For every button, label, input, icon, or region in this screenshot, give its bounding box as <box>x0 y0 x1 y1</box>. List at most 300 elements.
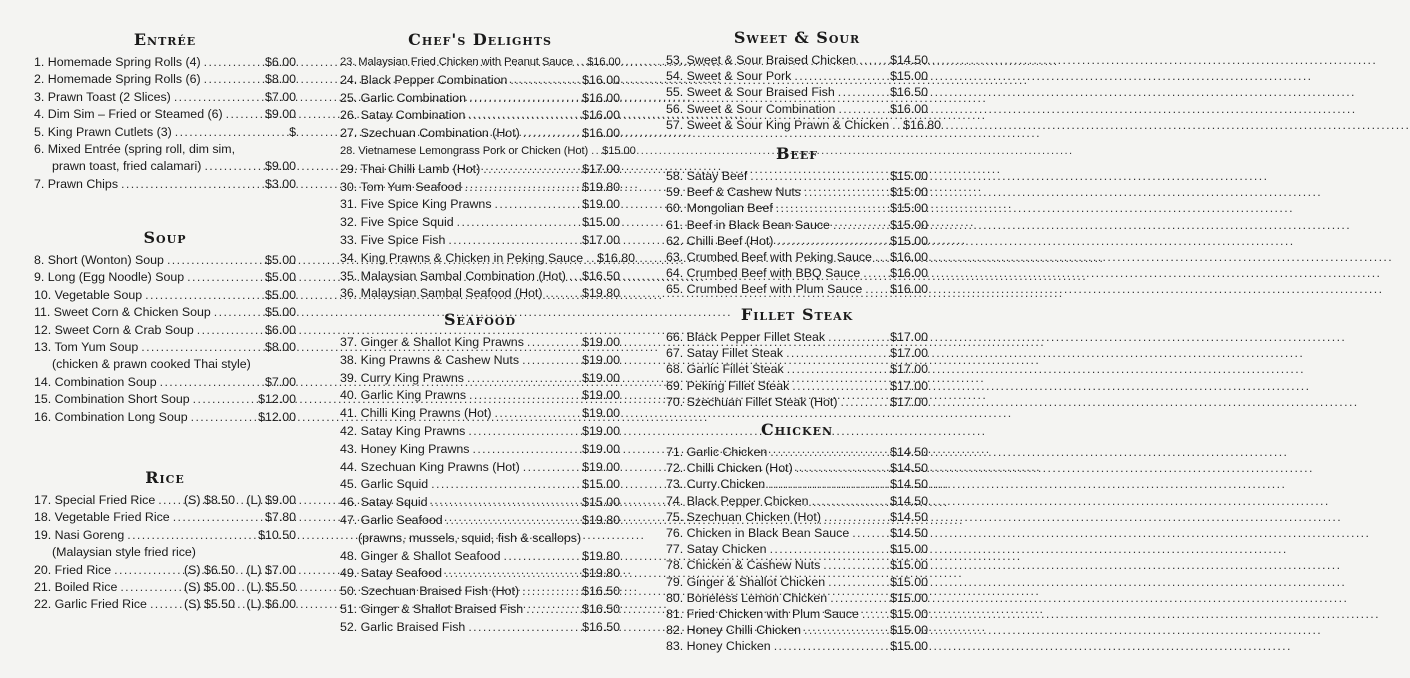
menu-item <box>340 285 620 303</box>
item-price: $19.80 <box>582 512 620 527</box>
menu-item <box>666 394 928 410</box>
menu-item <box>340 214 620 232</box>
item-name: 40. Garlic King Prawns <box>340 388 467 403</box>
leader-dots <box>431 476 579 494</box>
item-name: 10. Vegetable Soup <box>34 287 143 302</box>
menu-section-entree <box>34 30 296 193</box>
leader-dots <box>770 444 887 460</box>
menu-item <box>666 117 942 133</box>
menu-item <box>34 322 296 339</box>
menu-item <box>666 184 928 200</box>
leader-dots <box>175 124 286 141</box>
menu-item <box>34 287 296 304</box>
item-price: $16.50 <box>582 584 620 599</box>
menu-item <box>666 460 928 476</box>
menu-item <box>34 71 296 88</box>
item-name: 28. Vietnamese Lemongrass Pork or Chicken (Hot) <box>340 144 589 157</box>
leader-dots <box>214 304 262 321</box>
item-price: $19.00 <box>582 335 620 349</box>
item-name: 24. Black Pepper Combination <box>340 72 508 87</box>
item-price: $ <box>289 124 296 139</box>
leader-dots <box>768 476 887 492</box>
leader-dots <box>776 233 887 249</box>
item-price: $14.50 <box>890 445 928 459</box>
menu-item <box>34 339 296 356</box>
item-price: $15.00 <box>890 590 928 605</box>
leader-dots <box>145 287 262 304</box>
leader-dots <box>859 52 887 68</box>
menu-item <box>340 387 620 405</box>
leader-dots <box>445 565 579 583</box>
leader-dots <box>473 441 580 459</box>
item-price: $15.00 <box>890 574 928 589</box>
item-name: 2. Homemade Spring Rolls (6) <box>34 72 201 87</box>
leader-dots <box>828 574 887 590</box>
size-prices <box>184 562 296 579</box>
item-price: $16.00 <box>582 108 620 123</box>
item-name: 63. Crumbed Beef with Peking Sauce <box>666 249 872 264</box>
leader-dots <box>120 579 181 596</box>
menu-item <box>340 125 620 143</box>
leader-dots <box>786 345 887 361</box>
item-name: 15. Combination Short Soup <box>34 392 190 407</box>
leader-dots <box>527 334 579 352</box>
menu-item <box>666 249 928 265</box>
leader-dots <box>523 459 579 477</box>
leader-dots <box>833 217 887 233</box>
item-name: 34. King Prawns & Chicken in Peking Sauce <box>340 250 584 265</box>
item-price: $19.80 <box>582 179 620 194</box>
menu-item <box>340 143 636 161</box>
menu-item <box>34 409 296 426</box>
leader-dots <box>174 89 262 106</box>
item-price: $17.00 <box>582 232 620 247</box>
leader-dots <box>522 352 579 370</box>
leader-dots <box>591 143 599 161</box>
menu-item <box>666 233 928 249</box>
menu-item <box>666 265 928 281</box>
menu-item <box>340 583 620 601</box>
item-name: 8. Short (Wonton) Soup <box>34 253 164 267</box>
menu-item <box>34 596 296 613</box>
item-name: 44. Szechuan King Prawns (Hot) <box>340 459 520 474</box>
menu-item <box>34 579 296 596</box>
item-price: $7.00 <box>264 374 296 389</box>
item-name: 46. Satay Squid <box>340 495 428 510</box>
menu-item <box>340 494 620 512</box>
leader-dots <box>114 562 181 579</box>
item-name: 30. Tom Yum Seafood <box>340 179 462 194</box>
item-price: $19.80 <box>582 548 620 563</box>
menu-item <box>34 304 296 321</box>
item-name: 33. Five Spice Fish <box>340 232 446 247</box>
leader-dots <box>546 285 580 303</box>
item-name: 50. Szechuan Braised Fish (Hot) <box>340 584 520 599</box>
menu-item <box>34 562 296 579</box>
item-price: $12.00 <box>258 392 296 407</box>
item-name: 52. Garlic Braised Fish <box>340 619 466 634</box>
leader-dots <box>127 527 255 544</box>
item-price: $19.80 <box>582 566 620 581</box>
leader-dots <box>824 509 887 525</box>
item-name: (Malaysian style fried rice) <box>52 545 196 560</box>
item-name: 14. Combination Soup <box>34 374 157 389</box>
item-price: $19.00 <box>582 441 620 456</box>
item-name: 61. Beef in Black Bean Sauce <box>666 217 830 232</box>
item-price: $9.00 <box>264 159 296 174</box>
item-price: $7.80 <box>264 510 296 525</box>
section-heading: Rice <box>145 468 185 487</box>
item-price: $15.00 <box>602 144 636 157</box>
leader-dots <box>121 176 262 193</box>
leader-dots <box>586 250 594 268</box>
menu-item <box>340 476 620 494</box>
item-name: 31. Five Spice King Prawns <box>340 197 492 212</box>
item-name: 26. Satay Combination <box>340 108 466 123</box>
item-name: 17. Special Fried Rice <box>34 493 156 507</box>
item-name: 45. Garlic Squid <box>340 477 429 492</box>
item-name: 47. Garlic Seafood <box>340 512 443 527</box>
item-name: 70. Szechuan Fillet Steak (Hot) <box>666 394 838 409</box>
leader-dots <box>187 269 262 286</box>
menu-section-sweet-sour <box>666 28 942 133</box>
leader-dots <box>468 423 579 441</box>
section-heading: Chicken <box>760 420 834 439</box>
item-price: $5.00 <box>264 253 296 267</box>
item-price: $16.00 <box>582 90 620 105</box>
leader-dots <box>838 101 887 117</box>
item-name: 27. Szechuan Combination (Hot) <box>340 126 520 141</box>
item-name: 72. Chilli Chicken (Hot) <box>666 461 793 476</box>
menu-item <box>666 525 928 541</box>
item-name: 65. Crumbed Beef with Plum Sauce <box>666 282 863 297</box>
leader-dots <box>828 329 887 345</box>
item-name: 53. Sweet & Sour Braised Chicken <box>666 53 857 67</box>
item-price: $5.00 <box>264 287 296 302</box>
leader-dots <box>770 541 888 557</box>
item-price: $16.50 <box>890 85 928 100</box>
item-price: $16.80 <box>597 250 636 265</box>
menu-section-beef <box>666 144 928 298</box>
section-heading: Entrée <box>133 30 197 49</box>
menu-item <box>340 619 620 637</box>
menu-section-soup <box>34 228 296 426</box>
menu-item <box>340 107 620 125</box>
size-prices <box>184 596 296 613</box>
menu-item-description <box>34 158 296 175</box>
menu-item <box>666 200 928 216</box>
item-name: prawn toast, fried calamari) <box>52 159 202 174</box>
item-price: $15.00 <box>890 201 928 216</box>
item-price: $16.00 <box>890 249 928 264</box>
item-name: 11. Sweet Corn & Chicken Soup <box>34 305 211 320</box>
menu-item <box>666 509 928 525</box>
leader-dots <box>523 125 579 143</box>
item-name: 58. Satay Beef <box>666 169 748 183</box>
leader-dots <box>875 249 887 265</box>
leader-dots <box>191 409 255 426</box>
item-name: 3. Prawn Toast (2 Slices) <box>34 89 171 104</box>
menu-item <box>666 557 928 573</box>
item-name: 9. Long (Egg Noodle) Soup <box>34 270 185 285</box>
item-price: $3.00 <box>264 176 296 191</box>
leader-dots <box>468 107 579 125</box>
leader-dots <box>469 90 579 108</box>
leader-dots <box>160 374 262 391</box>
item-price: $19.00 <box>582 370 620 385</box>
leader-dots <box>792 378 887 394</box>
menu-section-chefs-delights <box>340 30 636 303</box>
section-heading: Soup <box>143 228 187 247</box>
item-price: $15.00 <box>890 233 928 248</box>
menu-item-description <box>340 530 620 548</box>
item-price: $14.50 <box>890 493 928 508</box>
large-price: (L) $9.00 <box>246 493 296 507</box>
item-price: $17.00 <box>890 394 928 409</box>
item-name: 1. Homemade Spring Rolls (4) <box>34 55 201 69</box>
leader-dots <box>167 252 262 269</box>
item-name: 12. Sweet Corn & Crab Soup <box>34 322 194 337</box>
menu-section-fillet-steak <box>666 305 928 410</box>
item-price: $15.00 <box>890 623 928 638</box>
item-name: 29. Thai Chilli Lamb (Hot) <box>340 161 481 176</box>
menu-item <box>666 622 928 638</box>
leader-dots <box>830 590 887 606</box>
item-name: 59. Beef & Cashew Nuts <box>666 185 801 200</box>
menu-item <box>34 492 296 509</box>
leader-dots <box>823 557 887 573</box>
leader-dots <box>526 601 579 619</box>
leader-dots <box>852 525 887 541</box>
item-price: $15.00 <box>890 69 928 84</box>
item-name: 56. Sweet & Sour Combination <box>666 101 836 116</box>
menu-item <box>340 441 620 459</box>
menu-item <box>34 54 296 71</box>
item-name: 22. Garlic Fried Rice <box>34 597 147 612</box>
leader-dots <box>468 619 579 637</box>
menu-item <box>34 509 296 526</box>
item-name: 57. Sweet & Sour King Prawn & Chicken <box>666 117 890 132</box>
item-price: $14.50 <box>890 477 928 492</box>
leader-dots <box>197 322 262 339</box>
leader-dots <box>510 72 579 90</box>
item-name: 78. Chicken & Cashew Nuts <box>666 558 821 573</box>
leader-dots <box>158 492 181 509</box>
leader-dots <box>193 391 255 408</box>
leader-dots <box>522 583 579 601</box>
menu-item-description <box>34 544 296 561</box>
menu-item <box>666 606 928 622</box>
item-name: 67. Satay Fillet Steak <box>666 346 784 361</box>
large-price: (L) $6.00 <box>246 597 296 612</box>
leader-dots <box>483 161 579 179</box>
item-price: $5.00 <box>264 305 296 320</box>
size-prices <box>184 579 296 596</box>
menu-item <box>666 281 928 297</box>
leader-dots <box>464 179 579 197</box>
item-price: $14.50 <box>890 525 928 540</box>
item-price: $15.00 <box>890 542 928 557</box>
leader-dots <box>794 68 887 84</box>
item-price: $16.50 <box>582 601 620 616</box>
section-heading: Beef <box>775 144 819 163</box>
menu-item <box>34 141 296 158</box>
menu-item <box>340 334 620 352</box>
item-price: $19.00 <box>582 423 620 438</box>
leader-dots <box>750 168 887 184</box>
item-price: $16.00 <box>582 126 620 141</box>
menu-section-seafood <box>340 310 620 637</box>
leader-dots <box>776 200 887 216</box>
item-name: 20. Fried Rice <box>34 562 112 577</box>
item-price: $8.00 <box>264 72 296 87</box>
item-name: 25. Garlic Combination <box>340 90 467 105</box>
item-price: $16.00 <box>587 56 621 68</box>
menu-item <box>340 601 620 619</box>
menu-item <box>666 68 928 84</box>
menu-item <box>34 89 296 106</box>
menu-item <box>340 459 620 477</box>
menu-item <box>340 565 620 583</box>
item-name: 68. Garlic Fillet Steak <box>666 362 784 377</box>
leader-dots <box>787 361 887 377</box>
item-name: 6. Mixed Entrée (spring roll, dim sim, <box>34 141 236 156</box>
item-name: 73. Curry Chicken <box>666 477 766 492</box>
item-name: 32. Five Spice Squid <box>340 215 454 230</box>
item-name: 18. Vegetable Fried Rice <box>34 510 170 525</box>
menu-item <box>34 269 296 286</box>
small-price: (S) $5.00 <box>184 579 235 594</box>
item-price: $15.00 <box>890 639 928 654</box>
item-name: 55. Sweet & Sour Braised Fish <box>666 85 835 100</box>
leader-dots <box>141 339 262 356</box>
item-price: $15.00 <box>890 217 928 232</box>
item-price: $17.00 <box>890 378 928 393</box>
item-price: $14.50 <box>890 509 928 524</box>
item-name: 80. Boneless Lemon Chicken <box>666 590 828 605</box>
item-name: 79. Ginger & Shallot Chicken <box>666 574 826 589</box>
menu-item <box>340 268 620 286</box>
menu-item <box>340 352 620 370</box>
item-price: $14.50 <box>890 53 928 67</box>
menu-item <box>666 52 928 68</box>
menu-item <box>340 423 620 441</box>
menu-item <box>340 90 620 108</box>
item-price: $16.00 <box>582 72 620 87</box>
leader-dots <box>812 493 888 509</box>
item-name: 81. Fried Chicken with Plum Sauce <box>666 606 859 621</box>
item-name: 62. Chilli Beef (Hot) <box>666 233 774 248</box>
item-name: 42. Satay King Prawns <box>340 423 466 438</box>
item-name: 35. Malaysian Sambal Combination (Hot) <box>340 268 566 283</box>
item-price: $6.00 <box>264 322 296 337</box>
item-name: 39. Curry King Prawns <box>340 370 464 385</box>
menu-item <box>666 361 928 377</box>
item-name: 64. Crumbed Beef with BBQ Sauce <box>666 266 861 281</box>
menu-item <box>340 405 620 423</box>
leader-dots <box>226 106 262 123</box>
item-name: 19. Nasi Goreng <box>34 527 125 542</box>
menu-item <box>666 590 928 606</box>
item-name: 41. Chilli King Prawns (Hot) <box>340 406 492 421</box>
menu-item <box>340 512 620 530</box>
item-name: 13. Tom Yum Soup <box>34 339 139 354</box>
item-price: $17.00 <box>890 362 928 377</box>
menu-item <box>34 124 296 141</box>
leader-dots <box>467 370 579 388</box>
leader-dots <box>804 184 887 200</box>
menu-item <box>666 378 928 394</box>
item-name: 76. Chicken in Black Bean Sauce <box>666 525 850 540</box>
item-price: $19.00 <box>582 406 620 421</box>
item-name: 60. Mongolian Beef <box>666 201 773 216</box>
item-name: 37. Ginger & Shallot King Prawns <box>340 335 524 349</box>
menu-item <box>340 548 620 566</box>
item-price: $16.00 <box>890 101 928 116</box>
item-price: $10.50 <box>258 527 296 542</box>
leader-dots <box>796 460 887 476</box>
item-price: $16.80 <box>903 117 942 132</box>
item-name: 4. Dim Sim – Fried or Steamed (6) <box>34 107 223 122</box>
small-price: (S) $5.50 <box>184 597 235 612</box>
section-heading: Fillet Steak <box>740 305 854 324</box>
leader-dots <box>569 268 579 286</box>
menu-section-chicken <box>666 420 928 654</box>
menu-item <box>666 493 928 509</box>
leader-dots <box>892 117 900 133</box>
large-price: (L) $5.50 <box>246 579 296 594</box>
section-heading: Sweet & Sour <box>733 28 861 47</box>
item-price: $15.00 <box>582 477 620 492</box>
leader-dots <box>495 196 580 214</box>
item-price: $16.50 <box>582 619 620 634</box>
menu-item <box>34 106 296 123</box>
menu-item <box>34 176 296 193</box>
item-name: 83. Honey Chicken <box>666 639 771 654</box>
item-name: 23. Malaysian Fried Chicken with Peanut Sauce <box>340 56 574 68</box>
item-name: 49. Satay Seafood <box>340 566 442 581</box>
menu-item <box>666 541 928 557</box>
item-price: $8.00 <box>264 339 296 354</box>
menu-item <box>666 574 928 590</box>
leader-dots <box>204 71 262 88</box>
menu-item <box>666 476 928 492</box>
menu-item <box>34 252 296 269</box>
item-price: $14.50 <box>890 461 928 476</box>
menu-item <box>340 232 620 250</box>
menu-item <box>340 72 620 90</box>
small-price: (S) $6.50 <box>184 562 235 577</box>
leader-dots <box>841 394 888 410</box>
menu-item <box>666 345 928 361</box>
item-price: $9.00 <box>264 107 296 122</box>
item-price: $15.00 <box>582 495 620 510</box>
item-name: 71. Garlic Chicken <box>666 445 768 459</box>
menu-item <box>34 391 296 408</box>
item-name: 48. Ginger & Shallot Seafood <box>340 548 501 563</box>
item-price: $15.00 <box>890 169 928 183</box>
item-price: $17.00 <box>582 161 620 176</box>
item-name: 75. Szechuan Chicken (Hot) <box>666 509 821 524</box>
item-price: $7.00 <box>264 89 296 104</box>
item-price: $16.50 <box>582 268 620 283</box>
leader-dots <box>469 387 579 405</box>
item-name: 82. Honey Chilli Chicken <box>666 623 801 638</box>
item-name: 54. Sweet & Sour Pork <box>666 69 792 84</box>
menu-item <box>340 196 620 214</box>
item-name: 66. Black Pepper Fillet Steak <box>666 330 826 344</box>
item-name: (prawns, mussels, squid, fish & scallops) <box>358 530 582 545</box>
